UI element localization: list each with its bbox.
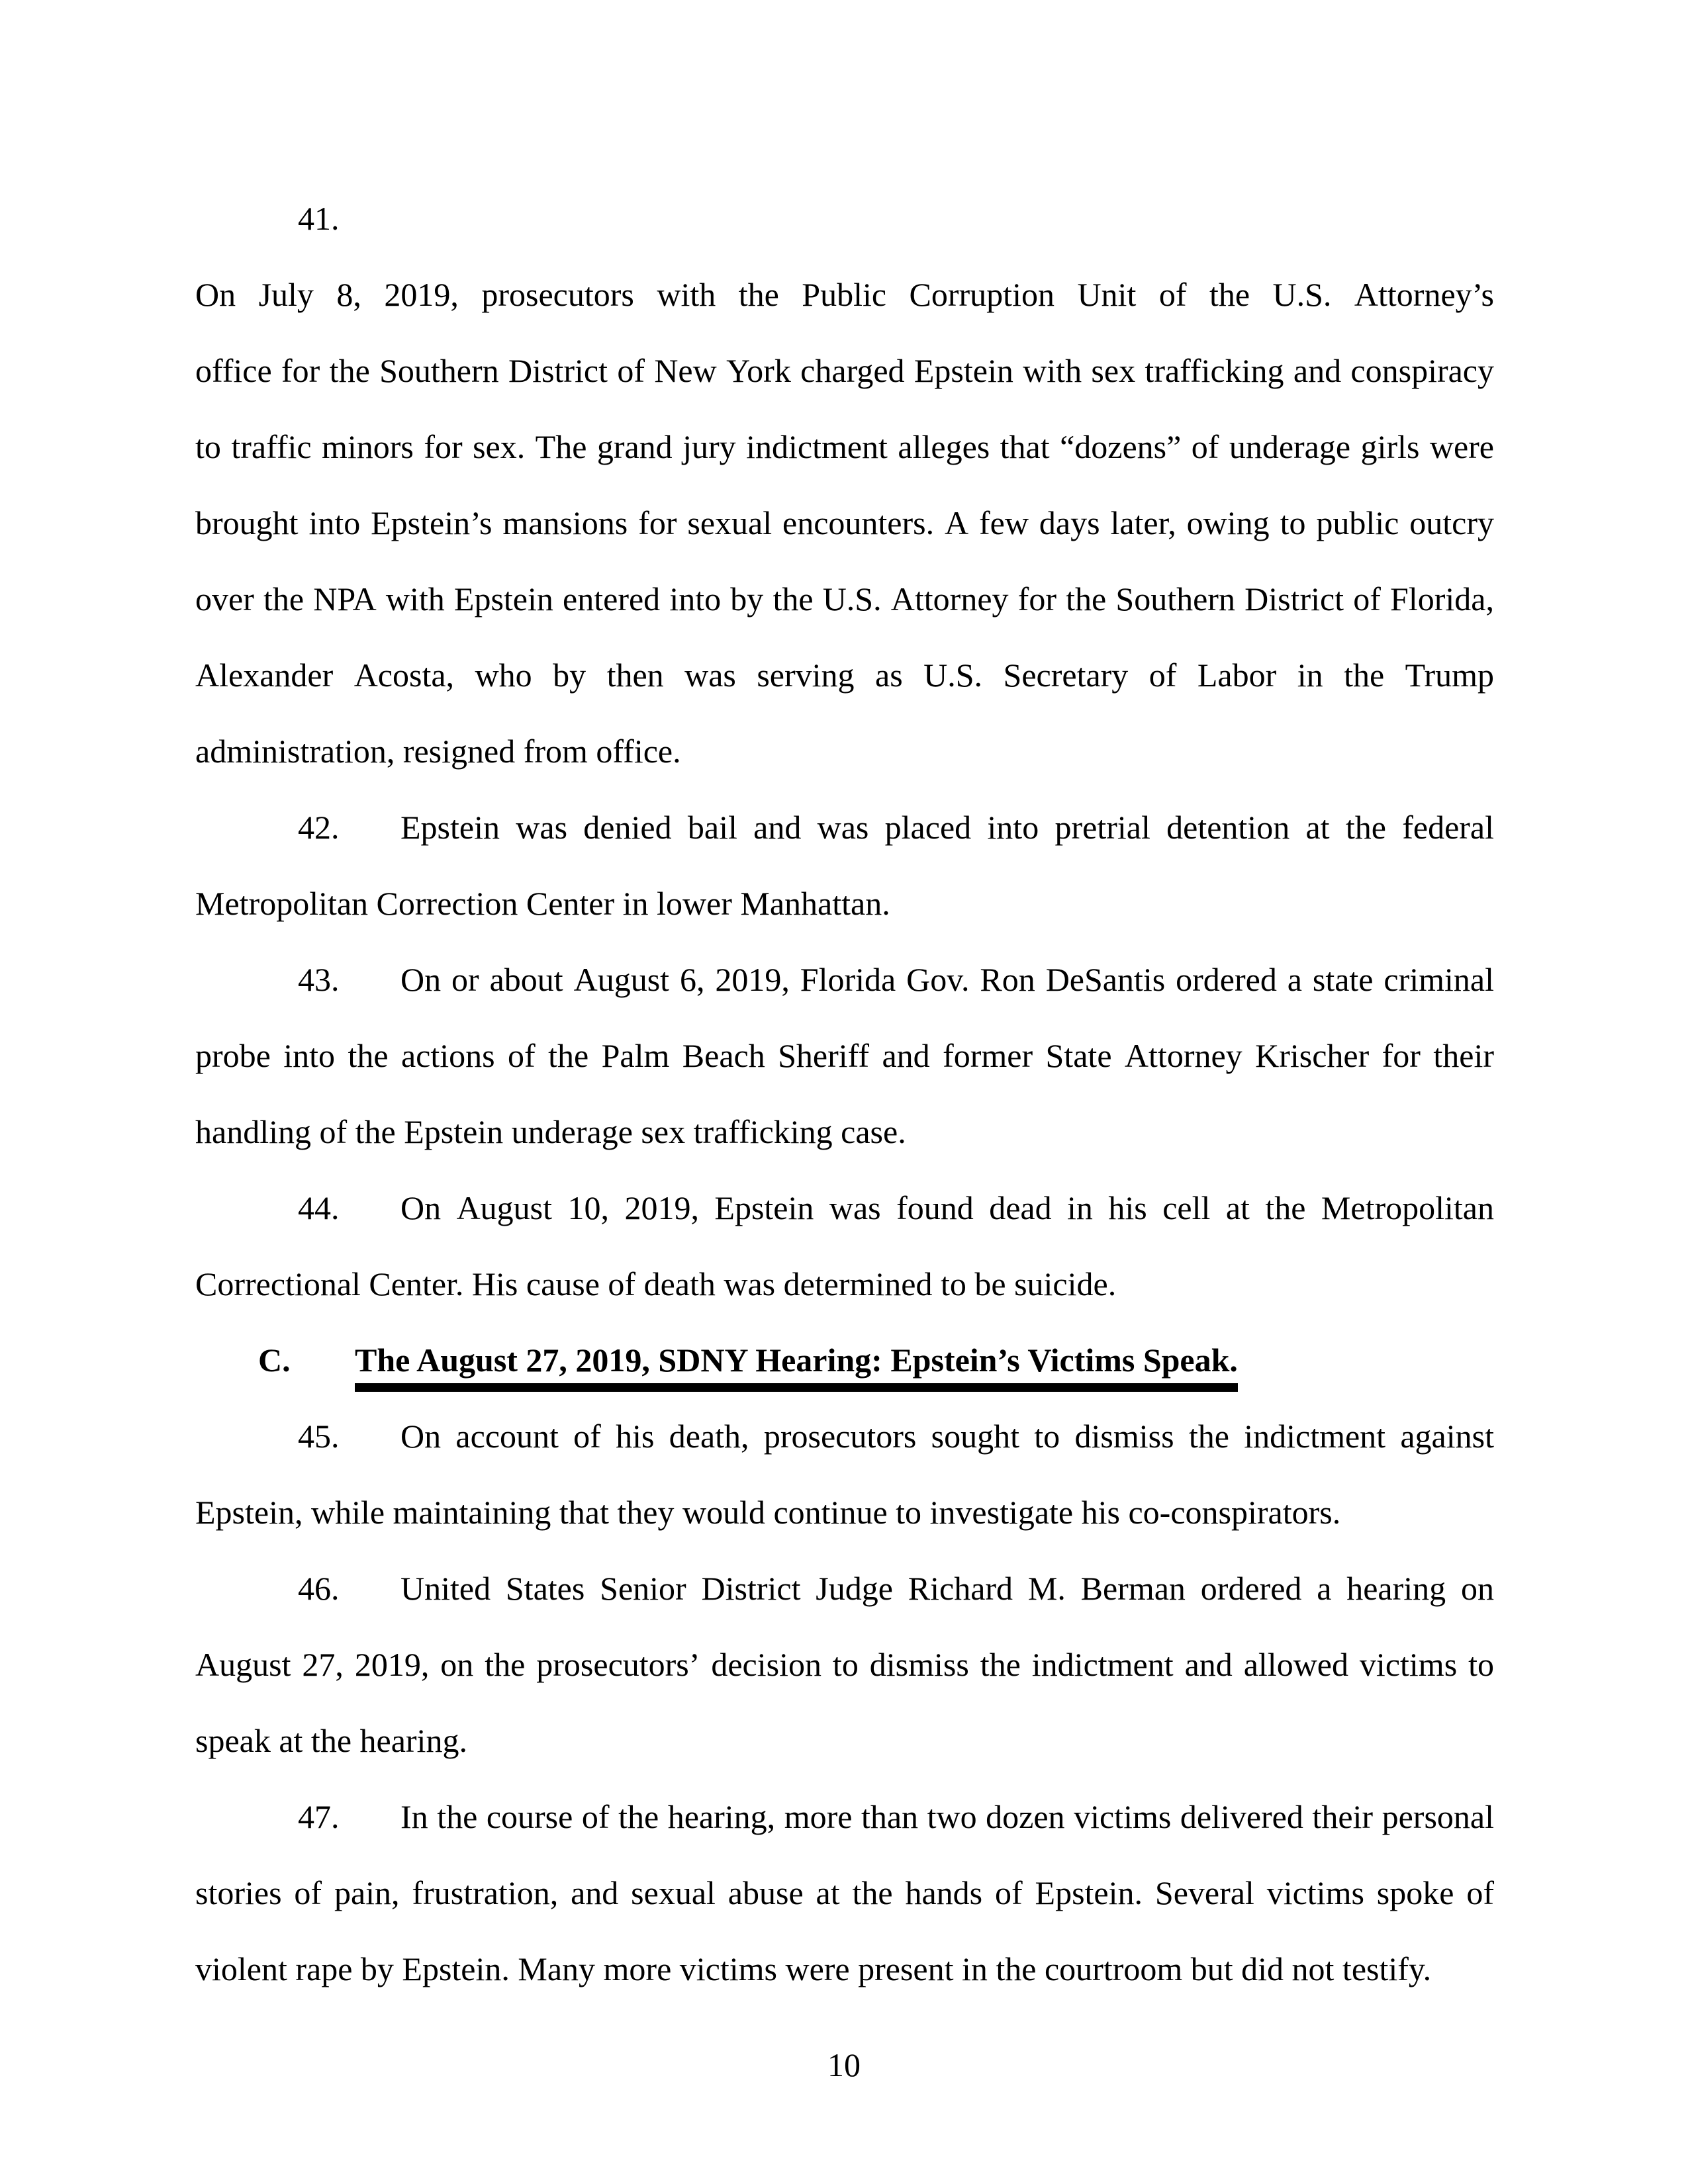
paragraph-number: 44. bbox=[298, 1189, 340, 1226]
line-text: office for the Southern District of New York charged Epstein with sex trafficking and conspiracy bbox=[195, 352, 1494, 389]
line-text: On or about August 6, 2019, Florida Gov. Ron DeSantis ordered a state criminal bbox=[400, 961, 1494, 998]
paragraph-number: 43. bbox=[298, 961, 340, 998]
line-text: Alexander Acosta, who by then was serving as U.S. Secretary of Labor in the Trump bbox=[195, 657, 1494, 694]
paragraph-line bbox=[195, 1018, 1494, 1094]
paragraph-line bbox=[195, 637, 1494, 713]
paragraph-number: 47. bbox=[298, 1798, 340, 1835]
paragraph-line bbox=[195, 713, 1494, 790]
paragraph-number: 46. bbox=[298, 1570, 340, 1607]
line-text: On July 8, 2019, prosecutors with the Public Corruption Unit of the U.S. Attorney’s bbox=[195, 276, 1494, 313]
line-text: handling of the Epstein underage sex trafficking case. bbox=[195, 1113, 906, 1150]
line-text: to traffic minors for sex. The grand jury indictment alleges that “dozens” of underage girls were bbox=[195, 428, 1494, 465]
line-text: On account of his death, prosecutors sought to dismiss the indictment against bbox=[400, 1418, 1494, 1455]
paragraph-number: 42. bbox=[298, 809, 340, 846]
document-content bbox=[195, 181, 1494, 2007]
line-text: brought into Epstein’s mansions for sexual encounters. A few days later, owing to public outcry bbox=[195, 504, 1494, 541]
heading-label: C. bbox=[258, 1342, 291, 1379]
paragraph-line bbox=[195, 485, 1494, 561]
paragraph-line bbox=[195, 1627, 1494, 1703]
line-text: Metropolitan Correction Center in lower Manhattan. bbox=[195, 885, 890, 922]
line-text: On August 10, 2019, Epstein was found dead in his cell at the Metropolitan bbox=[400, 1189, 1494, 1226]
paragraph-line bbox=[195, 866, 1494, 942]
line-text: administration, resigned from office. bbox=[195, 733, 681, 770]
line-text: over the NPA with Epstein entered into by the U.S. Attorney for the Southern District of Florida, bbox=[195, 580, 1494, 617]
paragraph-line bbox=[195, 1855, 1494, 1931]
paragraph-line bbox=[195, 1094, 1494, 1170]
paragraph-line bbox=[195, 333, 1494, 409]
paragraph-line bbox=[195, 561, 1494, 637]
paragraph-line bbox=[195, 1551, 1494, 1627]
page-number: 10 bbox=[827, 2046, 861, 2083]
paragraph-line bbox=[195, 1703, 1494, 1779]
paragraph-line bbox=[195, 409, 1494, 485]
section-heading bbox=[195, 1322, 1494, 1398]
paragraph-line bbox=[195, 1475, 1494, 1551]
line-text: United States Senior District Judge Richard M. Berman ordered a hearing on bbox=[400, 1570, 1494, 1607]
paragraph-line bbox=[195, 1246, 1494, 1322]
line-text: Epstein, while maintaining that they would continue to investigate his co-conspirators. bbox=[195, 1494, 1341, 1531]
line-text: speak at the hearing. bbox=[195, 1722, 467, 1759]
line-text: probe into the actions of the Palm Beach Sheriff and former State Attorney Krischer for their bbox=[195, 1037, 1494, 1074]
heading-text: The August 27, 2019, SDNY Hearing: Epstein’s Victims Speak. bbox=[355, 1342, 1238, 1392]
line-text: Epstein was denied bail and was placed into pretrial detention at the federal bbox=[400, 809, 1494, 846]
paragraph-number: 45. bbox=[298, 1418, 340, 1455]
paragraph-line bbox=[195, 942, 1494, 1018]
line-text: August 27, 2019, on the prosecutors’ decision to dismiss the indictment and allowed victims to bbox=[195, 1646, 1494, 1683]
paragraph-number: 41. bbox=[298, 200, 340, 237]
line-text: In the course of the hearing, more than two dozen victims delivered their personal bbox=[400, 1798, 1494, 1835]
paragraph-line bbox=[195, 790, 1494, 866]
line-text: Correctional Center. His cause of death was determined to be suicide. bbox=[195, 1265, 1117, 1302]
paragraph-line bbox=[195, 1398, 1494, 1475]
paragraph-line bbox=[195, 1779, 1494, 1855]
line-text: violent rape by Epstein. Many more victims were present in the courtroom but did not testify. bbox=[195, 1950, 1432, 1987]
paragraph-line bbox=[195, 181, 1494, 333]
paragraph-line bbox=[195, 1170, 1494, 1246]
line-text: stories of pain, frustration, and sexual abuse at the hands of Epstein. Several victims spoke of bbox=[195, 1874, 1494, 1911]
paragraph-line bbox=[195, 1931, 1494, 2007]
